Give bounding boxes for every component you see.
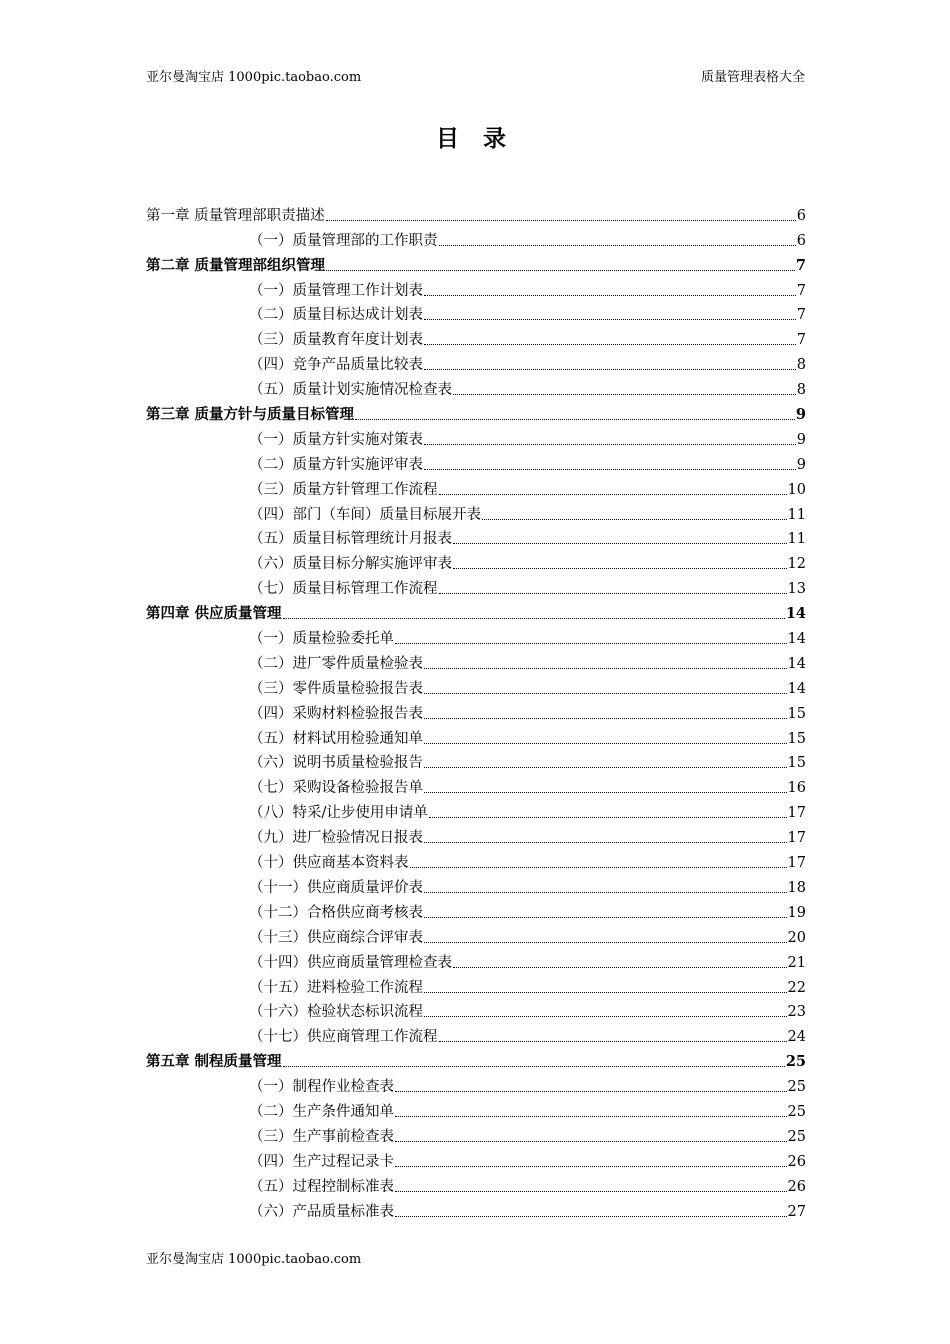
toc-dot-leader: [424, 693, 787, 694]
toc-entry[interactable]: [146, 449, 806, 474]
toc-dot-leader: [410, 867, 787, 868]
toc-page-number: 22: [787, 979, 806, 996]
toc-page-number: 26: [787, 1178, 806, 1195]
toc-entry-label: （三）质量教育年度计划表: [249, 332, 423, 349]
toc-page-number: 15: [787, 730, 806, 747]
toc-dot-leader: [424, 444, 796, 445]
toc-entry-label: （五）材料试用检验通知单: [249, 730, 423, 747]
toc-chapter-entry[interactable]: [146, 1046, 806, 1071]
toc-dot-leader: [439, 245, 796, 246]
toc-page-number: 12: [787, 556, 806, 573]
toc-dot-leader: [424, 369, 796, 370]
toc-entry[interactable]: [146, 275, 806, 300]
toc-page-number: 7: [796, 332, 806, 349]
toc-dot-leader: [424, 892, 787, 893]
toc-dot-leader: [424, 942, 787, 943]
toc-entry-label: （九）进厂检验情况日报表: [249, 830, 423, 847]
toc-page-number: 20: [787, 929, 806, 946]
toc-page-number: 24: [787, 1029, 806, 1046]
toc-entry-label: （二）进厂零件质量检验表: [249, 655, 423, 672]
toc-dot-leader: [424, 718, 787, 719]
toc-entry[interactable]: [146, 349, 806, 374]
toc-page-number: 7: [796, 282, 806, 299]
toc-page-number: 7: [795, 256, 806, 274]
toc-entry-label: 第五章 制程质量管理: [146, 1053, 282, 1071]
toc-dot-leader: [439, 593, 787, 594]
toc-entry[interactable]: [146, 1171, 806, 1196]
toc-entry[interactable]: [146, 1196, 806, 1221]
toc-entry[interactable]: [146, 723, 806, 748]
toc-dot-leader: [283, 1066, 785, 1067]
toc-page-number: 25: [785, 1053, 806, 1071]
toc-entry-label: （一）制程作业检查表: [249, 1079, 394, 1096]
toc-dot-leader: [326, 270, 795, 271]
toc-entry[interactable]: [146, 897, 806, 922]
toc-dot-leader: [439, 494, 787, 495]
toc-entry-label: （八）特采/让步使用申请单: [249, 805, 428, 822]
toc-entry[interactable]: [146, 548, 806, 573]
toc-entry[interactable]: [146, 922, 806, 947]
toc-entry-label: （十七）供应商管理工作流程: [249, 1029, 438, 1046]
toc-entry-label: （一）质量管理部的工作职责: [249, 232, 438, 249]
toc-page-number: 6: [796, 232, 806, 249]
toc-entry-label: （五）质量计划实施情况检查表: [249, 382, 452, 399]
toc-dot-leader: [453, 967, 787, 968]
toc-page-number: 17: [787, 805, 806, 822]
toc-page-number: 17: [787, 855, 806, 872]
toc-dot-leader: [395, 1141, 787, 1142]
toc-entry[interactable]: [146, 374, 806, 399]
toc-page-number: 15: [787, 755, 806, 772]
page-title: 目 录: [435, 125, 514, 152]
toc-entry[interactable]: [146, 822, 806, 847]
toc-dot-leader: [424, 767, 787, 768]
toc-dot-leader: [424, 792, 787, 793]
toc-entry[interactable]: [146, 300, 806, 325]
toc-entry-label: （三）质量方针管理工作流程: [249, 481, 438, 498]
toc-page-number: 23: [787, 1004, 806, 1021]
toc-dot-leader: [395, 1166, 787, 1167]
toc-entry-label: （十六）检验状态标识流程: [249, 1004, 423, 1021]
toc-page-number: 21: [787, 954, 806, 971]
toc-entry[interactable]: [146, 872, 806, 897]
toc-page-number: 11: [787, 506, 806, 523]
toc-page-number: 25: [787, 1103, 806, 1120]
toc-page-number: 16: [787, 780, 806, 797]
toc-entry[interactable]: [146, 1146, 806, 1171]
toc-entry-label: （四）竞争产品质量比较表: [249, 357, 423, 374]
toc-page-number: 14: [787, 655, 806, 672]
toc-entry-label: （十一）供应商质量评价表: [249, 879, 423, 896]
toc-dot-leader: [424, 842, 787, 843]
toc-page-number: 25: [787, 1128, 806, 1145]
toc-page-number: 9: [795, 406, 806, 424]
header-left-text: 亚尔曼淘宝店 1000pic.taobao.com: [146, 70, 362, 85]
toc-entry-label: （四）部门（车间）质量目标展开表: [249, 506, 481, 523]
toc-page-number: 25: [787, 1079, 806, 1096]
toc-entry[interactable]: [146, 524, 806, 549]
toc-entry-label: （五）过程控制标准表: [249, 1178, 394, 1195]
toc-dot-leader: [395, 1191, 787, 1192]
toc-entry-label: 第二章 质量管理部组织管理: [146, 256, 326, 274]
toc-dot-leader: [424, 1016, 787, 1017]
toc-entry-label: （十四）供应商质量管理检查表: [249, 954, 452, 971]
toc-dot-leader: [424, 344, 796, 345]
toc-entry-label: （一）质量方针实施对策表: [249, 431, 423, 448]
toc-entry-label: （十）供应商基本资料表: [249, 855, 409, 872]
toc-dot-leader: [355, 419, 795, 420]
toc-dot-leader: [424, 668, 787, 669]
toc-page-number: 14: [787, 680, 806, 697]
toc-dot-leader: [395, 1091, 787, 1092]
toc-entry[interactable]: [146, 573, 806, 598]
toc-entry-label: （五）质量目标管理统计月报表: [249, 531, 452, 548]
toc-entry[interactable]: [146, 225, 806, 250]
toc-entry[interactable]: [146, 797, 806, 822]
toc-page-number: 15: [787, 705, 806, 722]
toc-entry-label: （二）生产条件通知单: [249, 1103, 394, 1120]
toc-entry-label: （一）质量检验委托单: [249, 631, 394, 648]
toc-entry-label: （一）质量管理工作计划表: [249, 282, 423, 299]
toc-entry-label: （七）质量目标管理工作流程: [249, 581, 438, 598]
toc-dot-leader: [395, 1116, 787, 1117]
toc-entry-label: （三）零件质量检验报告表: [249, 680, 423, 697]
toc-page-number: 17: [787, 830, 806, 847]
toc-entry-label: （十二）合格供应商考核表: [249, 904, 423, 921]
toc-dot-leader: [424, 992, 787, 993]
toc-page-number: 26: [787, 1153, 806, 1170]
toc-page-number: 7: [796, 307, 806, 324]
toc-entry[interactable]: [146, 847, 806, 872]
toc-chapter-entry[interactable]: [146, 250, 806, 275]
toc-dot-leader: [395, 1216, 787, 1217]
toc-page-number: 19: [787, 904, 806, 921]
toc-dot-leader: [424, 469, 796, 470]
toc-dot-leader: [424, 319, 796, 320]
toc-dot-leader: [439, 1041, 787, 1042]
toc-dot-leader: [326, 220, 796, 221]
toc-chapter-entry[interactable]: [146, 598, 806, 623]
toc-page-number: 27: [787, 1203, 806, 1220]
toc-entry[interactable]: [146, 324, 806, 349]
toc-page-number: 9: [796, 431, 806, 448]
toc-page-number: 9: [796, 456, 806, 473]
toc-dot-leader: [453, 568, 787, 569]
toc-entry-label: 第一章 质量管理部职责描述: [146, 207, 325, 224]
toc-page-number: 8: [796, 357, 806, 374]
toc-page-number: 6: [796, 207, 806, 224]
toc-entry-label: （十五）进料检验工作流程: [249, 979, 423, 996]
toc-page-number: 14: [785, 605, 806, 623]
toc-entry-label: （四）生产过程记录卡: [249, 1153, 394, 1170]
toc-entry-label: （七）采购设备检验报告单: [249, 780, 423, 797]
toc-page-number: 18: [787, 879, 806, 896]
toc-entry[interactable]: [146, 997, 806, 1022]
toc-entry-label: （六）说明书质量检验报告: [249, 755, 423, 772]
toc-page-number: 11: [787, 531, 806, 548]
toc-entry-label: （十三）供应商综合评审表: [249, 929, 423, 946]
toc-entry[interactable]: [146, 1021, 806, 1046]
toc-dot-leader: [429, 817, 787, 818]
toc-entry[interactable]: [146, 499, 806, 524]
toc-entry[interactable]: [146, 623, 806, 648]
toc-dot-leader: [453, 543, 787, 544]
toc-entry[interactable]: [146, 947, 806, 972]
toc-entry[interactable]: [146, 698, 806, 723]
toc-entry[interactable]: [146, 772, 806, 797]
header-right-text: 质量管理表格大全: [700, 70, 805, 85]
toc-page-number: 14: [787, 631, 806, 648]
toc-entry[interactable]: [146, 424, 806, 449]
table-of-contents: [146, 200, 806, 1221]
toc-page-number: 13: [787, 581, 806, 598]
toc-entry[interactable]: [146, 474, 806, 499]
toc-page-number: 8: [796, 382, 806, 399]
toc-chapter-entry[interactable]: [146, 200, 806, 225]
toc-dot-leader: [424, 743, 787, 744]
toc-entry-label: （四）采购材料检验报告表: [249, 705, 423, 722]
toc-entry-label: （二）质量目标达成计划表: [249, 307, 423, 324]
toc-entry-label: 第四章 供应质量管理: [146, 605, 282, 623]
toc-entry[interactable]: [146, 972, 806, 997]
toc-entry[interactable]: [146, 1096, 806, 1121]
toc-entry-label: （二）质量方针实施评审表: [249, 456, 423, 473]
toc-dot-leader: [395, 643, 787, 644]
toc-entry[interactable]: [146, 748, 806, 773]
toc-chapter-entry[interactable]: [146, 399, 806, 424]
toc-page-number: 10: [787, 481, 806, 498]
toc-entry[interactable]: [146, 1071, 806, 1096]
footer-text: 亚尔曼淘宝店 1000pic.taobao.com: [146, 1252, 362, 1267]
toc-entry-label: （六）产品质量标准表: [249, 1203, 394, 1220]
toc-entry[interactable]: [146, 673, 806, 698]
toc-entry-label: （三）生产事前检查表: [249, 1128, 394, 1145]
toc-entry-label: 第三章 质量方针与质量目标管理: [146, 406, 355, 424]
toc-dot-leader: [453, 394, 796, 395]
toc-entry[interactable]: [146, 1121, 806, 1146]
toc-dot-leader: [424, 917, 787, 918]
toc-entry[interactable]: [146, 648, 806, 673]
toc-dot-leader: [283, 618, 785, 619]
toc-dot-leader: [482, 519, 787, 520]
toc-entry-label: （六）质量目标分解实施评审表: [249, 556, 452, 573]
toc-dot-leader: [424, 295, 796, 296]
